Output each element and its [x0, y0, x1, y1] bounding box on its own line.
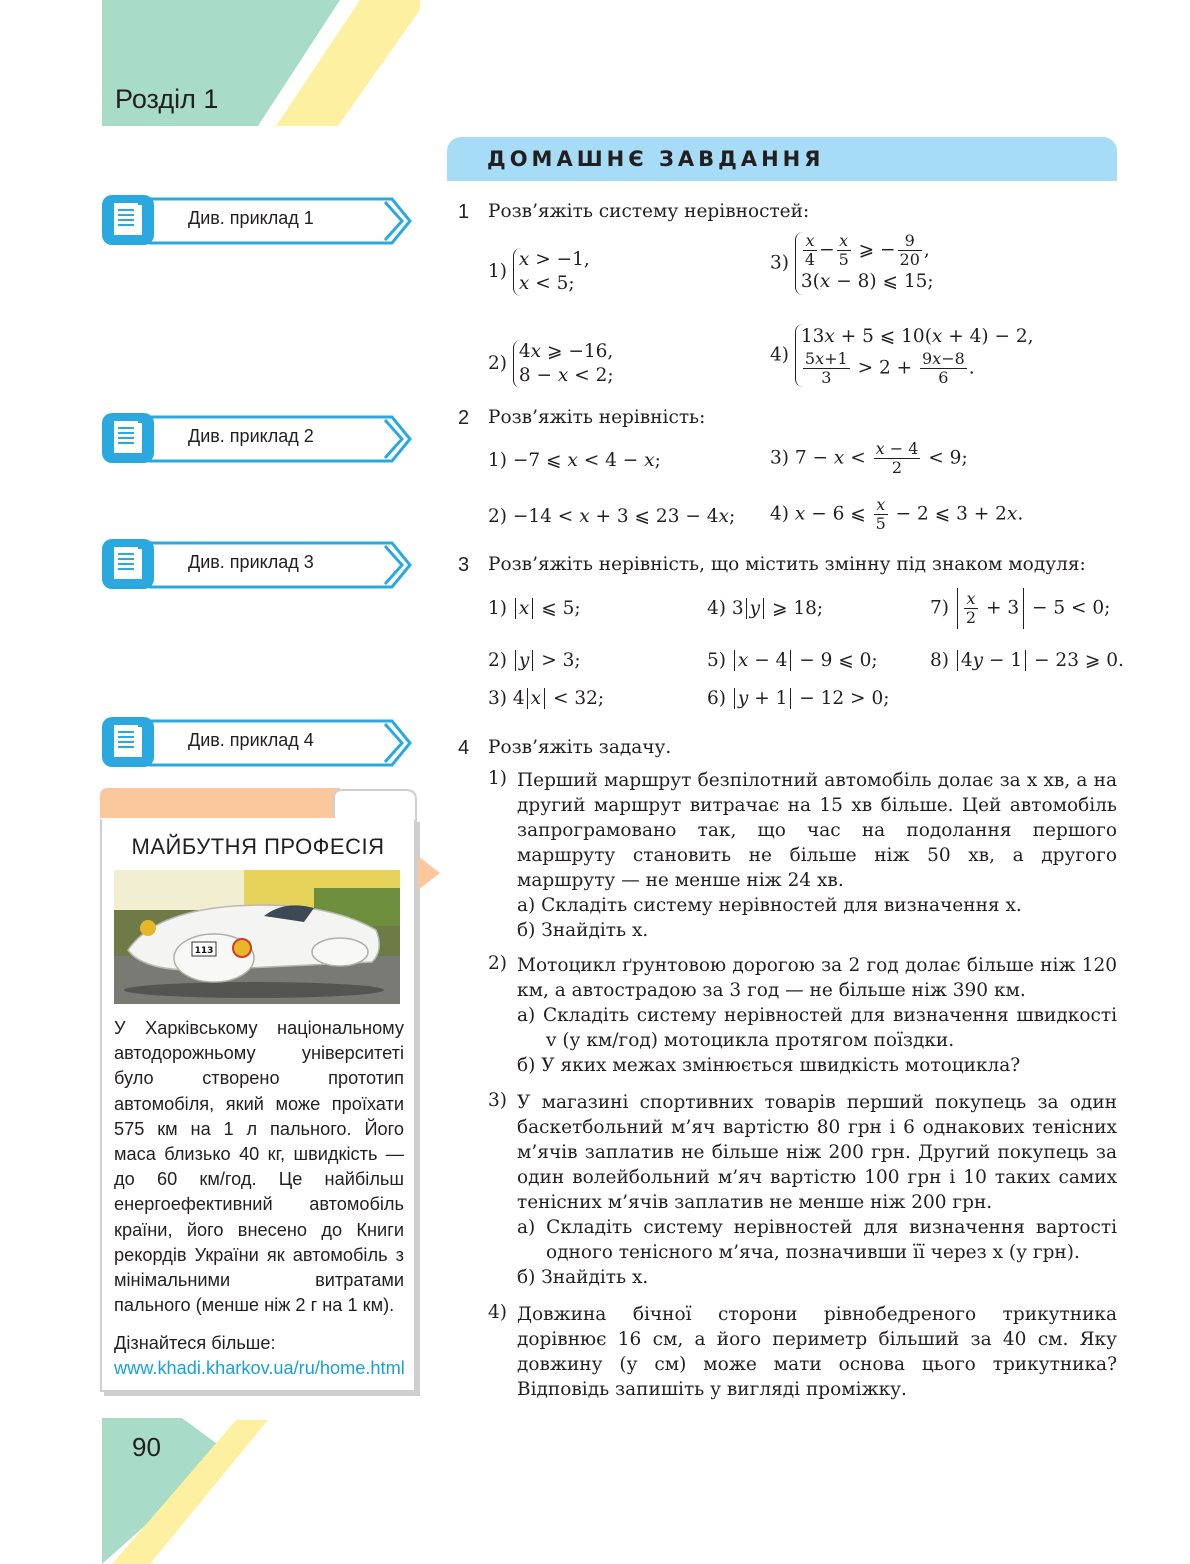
problem-2-a: а) Складіть систему нерівностей для визначення швидкості v (у км/год) мотоцикла протягом поїздки. — [517, 1005, 1117, 1051]
page-number: 90 — [132, 1432, 161, 1462]
problem-1-text: Перший маршрут безпілотний автомобіль долає за x хв, а на другий маршрут витрачає на 15 хв більше. Цей автомобіль запрограмовано так, що час на подолання першого маршруту становить не більше ніж 50 хв, а другого маршруту — не менше ніж 24 хв. — [517, 770, 1117, 891]
inequality-2-2: 2) −14 < x + 3 ⩽ 23 − 4x; — [488, 506, 736, 527]
homework-title: ДОМАШНЄ ЗАВДАННЯ — [487, 147, 825, 171]
example-ref-2[interactable] — [100, 411, 415, 467]
abs-1: 1) x ⩽ 5; — [488, 598, 581, 619]
task-title: Розв’яжіть нерівність: — [488, 407, 706, 428]
abs-2: 2) y > 3; — [488, 650, 581, 671]
problem-1-b: б) Знайдіть x. — [517, 920, 649, 941]
abs-7: 7) $\frac{x}{2}$ + 3 − 5 < 0; — [930, 589, 1111, 627]
example-ref-label: Див. приклад 1 — [188, 208, 314, 228]
example-ref-label: Див. приклад 2 — [188, 426, 314, 446]
task-title: Розв’яжіть задачу. — [488, 737, 672, 758]
car-photo — [114, 870, 400, 1004]
problem-2-text: Мотоцикл ґрунтовою дорогою за 2 год долає більше ніж 120 км, а автострадою за 3 год — не більше ніж 390 км. — [517, 955, 1117, 1001]
problem-1-a: а) Складіть систему нерівностей для визначення x. — [517, 895, 1022, 916]
learn-more — [114, 1331, 404, 1381]
arrow-right-icon — [418, 856, 442, 890]
problem-number: 1) — [488, 768, 507, 789]
abs-8: 8) 4y − 1 − 23 ⩾ 0. — [930, 650, 1124, 671]
problem-number: 4) — [488, 1302, 507, 1323]
example-ref-4[interactable] — [100, 715, 415, 771]
box-title: МАЙБУТНЯ ПРОФЕСІЯ — [131, 834, 385, 859]
inequality-2-4: 4) x − 6 ⩽ $\frac{x}{5}$ − 2 ⩽ 3 + 2x. — [770, 495, 1024, 533]
abs-4: 4) 3 y ⩾ 18; — [707, 598, 824, 619]
inequality-2-3: 3) 7 − x < $\frac{x - 4}{2}$ < 9; — [770, 439, 968, 477]
task-title: Розв’яжіть нерівність, що містить змінну під знаком модуля: — [488, 554, 1086, 575]
learn-more-label: Дізнайтеся більше: — [114, 1333, 276, 1353]
abs-3: 3) 4 x < 32; — [488, 688, 605, 709]
example-ref-label: Див. приклад 3 — [188, 552, 314, 572]
learn-more-link[interactable]: www.khadi.kharkov.ua/ru/home.html — [114, 1358, 405, 1378]
inequality-2-1: 1) −7 ⩽ x < 4 − x; — [488, 450, 661, 471]
example-ref-1[interactable] — [100, 193, 415, 249]
section-label: Розділ 1 — [115, 84, 219, 114]
homework-header — [447, 137, 1117, 181]
task-number: 3 — [458, 554, 470, 576]
system-2: 2) 4x ⩾ −16, 8 − x < 2; — [488, 341, 614, 386]
problem-2-b: б) У яких межах змінюється швидкість мотоцикла? — [517, 1055, 1021, 1076]
future-profession-box — [100, 788, 420, 1400]
problem-number: 2) — [488, 953, 507, 974]
problem-3-text: У магазині спортивних товарів перший покупець за один баскетбольний м’яч вартістю 80 грн і 6 однакових тенісних м’ячів заплатив не більше ніж 200 грн. Другий покупець за один волейбольний м’яч вартістю 100 грн і 10 таких самих тенісних м’ячів заплатив не менше ніж 200 грн. — [517, 1092, 1117, 1213]
car-number: 113 — [194, 946, 214, 956]
problem-3-a: а) Складіть систему нерівностей для визначення вартості одного тенісного м’яча, позначивши її через x (у грн). — [517, 1217, 1117, 1263]
system-3: 3) $\frac{x}{4}$ − $\frac{x}{5}$ ⩾ − $\frac{9}{20}$ , 3(x − 8) ⩽ 15; — [770, 232, 934, 295]
abs-6: 6) y + 1 − 12 > 0; — [707, 688, 890, 709]
problem-4-text: Довжина бічної сторони рівнобедреного трикутника дорівнює 16 см, а його периметр більший за 40 см. Яку довжину (у см) може мати основа цього трикутника? Відповідь запишіть у вигляді проміжку. — [517, 1304, 1117, 1400]
task-number: 1 — [458, 201, 470, 223]
task-number: 2 — [458, 407, 470, 429]
system-1: 1) x > −1, x < 5; — [488, 249, 590, 294]
task-number: 4 — [458, 737, 470, 759]
system-4: 4) 13x + 5 ⩽ 10(x + 4) − 2, $\frac{5x+1}{3}$ > 2 + $\frac{9x-8}{6}$ . — [770, 326, 1034, 387]
example-ref-3[interactable] — [100, 537, 415, 593]
problem-number: 3) — [488, 1090, 507, 1111]
task-title: Розв’яжіть систему нерівностей: — [488, 201, 810, 222]
box-text: У Харківському національному автодорожньому університеті було створено прототип автомобіля, який може проїхати 575 км на 1 л пального. Його маса близько 40 кг, швидкість — до 60 км/год. Це найбільш енергоефективний автомобіль країни, його внесено до Книги рекордів України як автомобіль з мінімальними витратами пального (менше ніж 2 г на 1 км). — [114, 1018, 404, 1316]
problem-3-b: б) Знайдіть x. — [517, 1267, 649, 1288]
example-ref-label: Див. приклад 4 — [188, 730, 314, 750]
abs-5: 5) x − 4 − 9 ⩽ 0; — [707, 650, 878, 671]
